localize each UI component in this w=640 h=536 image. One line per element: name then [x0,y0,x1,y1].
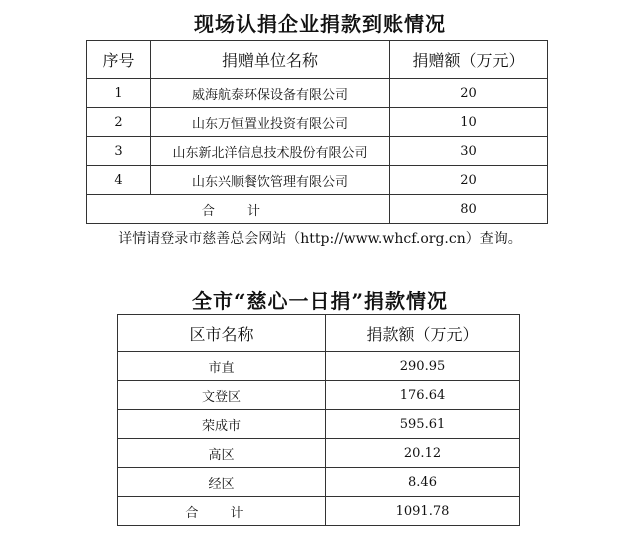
table-row [87,137,548,166]
cell-amount: 30 [390,137,548,166]
enterprise-donation-table [86,40,548,224]
cell-unit: 山东万恒置业投资有限公司 [151,108,390,137]
total-label: 合 计 [118,497,326,526]
table-row [118,439,520,468]
section2-title: 全市“慈心一日捐”捐款情况 [191,289,448,313]
header-amount: 捐赠额（万元） [390,41,548,79]
table-row [118,352,520,381]
cell-no: 4 [87,166,151,195]
header-region: 区市名称 [118,315,326,352]
total-row [87,195,548,224]
cell-amount: 20.12 [326,439,520,468]
cell-region: 市直 [118,352,326,381]
cell-no: 1 [87,79,151,108]
total-amount: 80 [390,195,548,224]
table-header-row [118,315,520,352]
cell-amount: 290.95 [326,352,520,381]
total-label: 合 计 [87,195,390,224]
table-row [118,468,520,497]
cell-unit: 威海航泰环保设备有限公司 [151,79,390,108]
cell-amount: 176.64 [326,381,520,410]
section1-title: 现场认捐企业捐款到账情况 [194,12,446,36]
cell-region: 高区 [118,439,326,468]
cell-amount: 10 [390,108,548,137]
total-amount: 1091.78 [326,497,520,526]
table-row [118,410,520,439]
cell-no: 2 [87,108,151,137]
region-donation-table [117,314,520,526]
header-amount: 捐款额（万元） [326,315,520,352]
cell-region: 荣成市 [118,410,326,439]
cell-unit: 山东新北洋信息技术股份有限公司 [151,137,390,166]
cell-region: 经区 [118,468,326,497]
table-row [87,108,548,137]
table-row [87,79,548,108]
total-row [118,497,520,526]
header-unit: 捐赠单位名称 [151,41,390,79]
website-note: 详情请登录市慈善总会网站（http://www.whcf.org.cn）查询。 [118,231,522,247]
cell-amount: 8.46 [326,468,520,497]
table-row [87,166,548,195]
cell-amount: 20 [390,166,548,195]
cell-amount: 595.61 [326,410,520,439]
header-no: 序号 [87,41,151,79]
cell-unit: 山东兴顺餐饮管理有限公司 [151,166,390,195]
cell-amount: 20 [390,79,548,108]
cell-region: 文登区 [118,381,326,410]
table-header-row [87,41,548,79]
table-row [118,381,520,410]
cell-no: 3 [87,137,151,166]
